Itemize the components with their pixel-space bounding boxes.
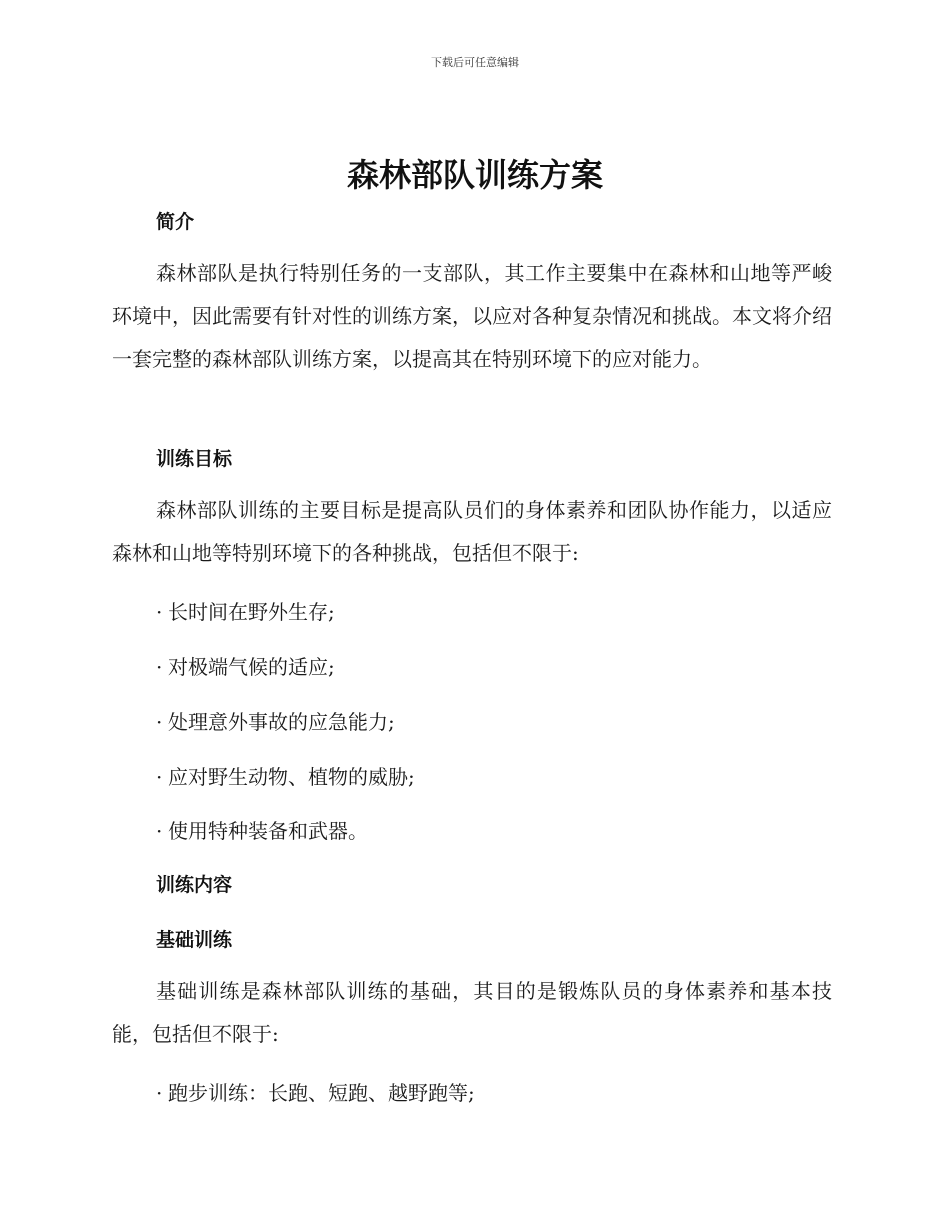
list-item: · 处理意外事故的应急能力; — [156, 710, 395, 734]
paragraph-intro: 森林部队是执行特别任务的一支部队，其工作主要集中在森林和山地等严峻环境中，因此需要有针对性的训练方案，以应对各种复杂情况和挑战。本文将介绍一套完整的森林部队训练方案，以提高其在特别环境下的应对能力。 — [112, 261, 832, 371]
list-item: · 使用特种装备和武器。 — [156, 819, 368, 843]
section-heading-basic: 基础训练 — [156, 929, 233, 951]
list-item: · 长时间在野外生存; — [156, 600, 335, 624]
list-item: · 跑步训练：长跑、短跑、越野跑等; — [156, 1081, 475, 1105]
paragraph-goals: 森林部队训练的主要目标是提高队员们的身体素养和团队协作能力，以适应森林和山地等特别环境下的各种挑战，包括但不限于: — [112, 498, 832, 565]
list-item: · 对极端气候的适应; — [156, 655, 335, 679]
section-heading-intro: 简介 — [156, 211, 195, 233]
document-title: 森林部队训练方案 — [346, 156, 603, 194]
page-header-note: 下载后可任意编辑 — [431, 56, 519, 69]
bullet-icon: · — [156, 600, 163, 624]
bullet-icon: · — [156, 819, 163, 843]
bullet-icon: · — [156, 765, 163, 789]
bullet-icon: · — [156, 1081, 163, 1105]
paragraph-basic: 基础训练是森林部队训练的基础，其目的是锻炼队员的身体素养和基本技能，包括但不限于: — [112, 979, 832, 1046]
bullet-icon: · — [156, 655, 163, 679]
list-item: · 应对野生动物、植物的威胁; — [156, 765, 415, 789]
bullet-icon: · — [156, 710, 163, 734]
section-heading-content: 训练内容 — [156, 874, 233, 896]
section-heading-goals: 训练目标 — [156, 448, 233, 470]
